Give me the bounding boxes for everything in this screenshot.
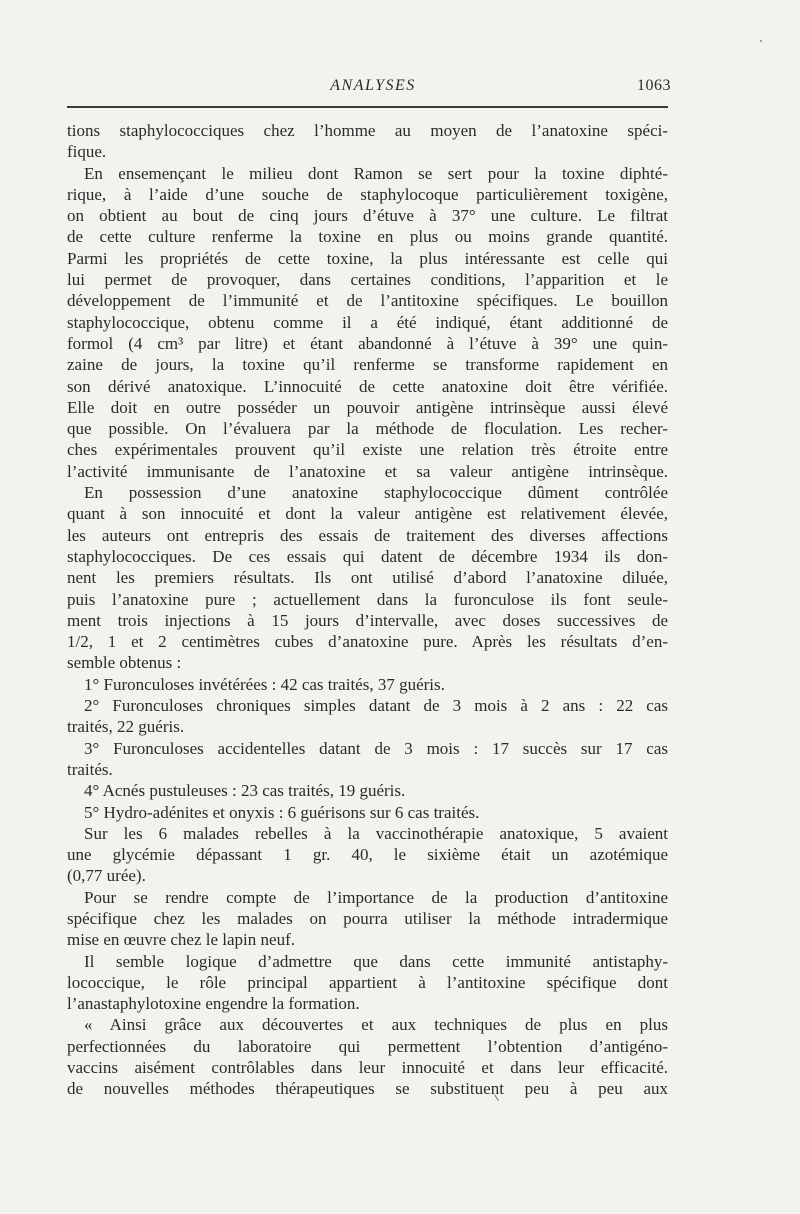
text-line: fique. [67, 142, 107, 162]
text-line: nent les premiers résultats. Ils ont utilisé d’abord l’anatoxine diluée, [67, 568, 668, 588]
text-line: lui permet de provoquer, dans certaines conditions, l’apparition et le [67, 270, 668, 290]
text-line: puis l’anatoxine pure ; actuellement dans la furonculose ils font seule- [67, 589, 668, 609]
text-line: 2° Furonculoses chroniques simples datant de 3 mois à 2 ans : 22 cas [84, 696, 668, 716]
text-line: on obtient au bout de cinq jours d’étuve à 37° une culture. Le filtrat [67, 206, 668, 226]
text-line: Parmi les propriétés de cette toxine, la plus intéressante est celle qui [67, 248, 668, 268]
text-line: une glycémie dépassant 1 gr. 40, le sixième était un azotémique [67, 845, 668, 865]
text-line: 5° Hydro-adénites et onyxis : 6 guérisons sur 6 cas traités. [84, 802, 480, 822]
text-line: l’anastaphylotoxine engendre la formation. [67, 994, 360, 1014]
text-line: staphylococcique, obtenu comme il a été indiqué, étant additionné de [67, 312, 668, 332]
text-line: traités. [67, 759, 113, 779]
text-line: 1° Furonculoses invétérées : 42 cas traités, 37 guéris. [84, 674, 445, 694]
text-line: Il semble logique d’admettre que dans cette immunité antistaphy- [84, 951, 668, 971]
text-line: de nouvelles méthodes thérapeutiques se substituent peu à peu aux [67, 1079, 668, 1099]
text-line: l’activité immunisante de l’anatoxine et sa valeur antigène intrinsèque. [67, 461, 668, 481]
header-rule [67, 106, 668, 108]
text-line: ches expérimentales prouvent qu’il existe une relation très étroite entre [67, 440, 668, 460]
text-line: tions staphylococciques chez l’homme au moyen de l’anatoxine spéci- [67, 121, 668, 140]
text-line: son dérivé anatoxique. L’innocuité de cette anatoxine doit être vérifiée. [67, 376, 668, 396]
text-line: ment trois injections à 15 jours d’intervalle, avec doses successives de [67, 610, 668, 630]
text-line: staphylococciques. De ces essais qui datent de décembre 1934 ils don- [67, 546, 668, 566]
text-line: quant à son innocuité et dont la valeur antigène est relativement élevée, [67, 504, 668, 524]
text-line: « Ainsi grâce aux découvertes et aux techniques de plus en plus [84, 1015, 668, 1035]
text-line: perfectionnées du laboratoire qui permettent l’obtention d’antigéno- [67, 1036, 668, 1056]
text-line: (0,77 urée). [67, 866, 146, 886]
running-head-title: ANALYSES [330, 77, 416, 94]
text-line: En possession d’une anatoxine staphylococcique dûment contrôlée [84, 483, 668, 503]
text-line: spécifique chez les malades on pourra utiliser la méthode intradermique [67, 908, 668, 928]
text-line: Elle doit en outre posséder un pouvoir antigène intrinsèque aussi élevé [67, 397, 668, 417]
text-line: Pour se rendre compte de l’importance de la production d’antitoxine [84, 887, 668, 907]
body-text [67, 120, 668, 1100]
text-line: que possible. On l’évaluera par la méthode de floculation. Les recher- [67, 419, 668, 439]
text-line: rique, à l’aide d’une souche de staphylocoque particulièrement toxigène, [67, 184, 668, 204]
page-number: 1063 [637, 77, 671, 94]
text-line: de cette culture renferme la toxine en plus ou moins grande quantité. [67, 227, 668, 247]
page-speck [760, 40, 762, 42]
text-line: lococcique, le rôle principal appartient à l’antitoxine spécifique dont [67, 972, 668, 992]
text-line: mise en œuvre chez le lapin neuf. [67, 930, 295, 950]
text-line: vaccins aisément contrôlables dans leur innocuité et dans leur efficacité. [67, 1058, 668, 1078]
text-line: traités, 22 guéris. [67, 717, 185, 737]
text-line: Sur les 6 malades rebelles à la vaccinothérapie anatoxique, 5 avaient [84, 823, 668, 843]
text-line: zaine de jours, la toxine qu’il renferme se transforme rapidement en [67, 355, 668, 375]
text-line: formol (4 cm³ par litre) et étant abandonné à l’étuve à 39° une quin- [67, 333, 668, 353]
text-line: développement de l’immunité et de l’antitoxine spécifiques. Le bouillon [67, 291, 668, 311]
text-line: semble obtenus : [67, 653, 182, 673]
text-line: les auteurs ont entrepris des essais de traitement des diverses affections [67, 525, 668, 545]
text-line: 4° Acnés pustuleuses : 23 cas traités, 19 guéris. [84, 781, 406, 801]
text-line: En ensemençant le milieu dont Ramon se sert pour la toxine diphté- [84, 163, 668, 183]
text-line: 1/2, 1 et 2 centimètres cubes d’anatoxine pure. Après les résultats d’en- [67, 632, 668, 652]
text-line: 3° Furonculoses accidentelles datant de 3 mois : 17 succès sur 17 cas [84, 738, 668, 758]
